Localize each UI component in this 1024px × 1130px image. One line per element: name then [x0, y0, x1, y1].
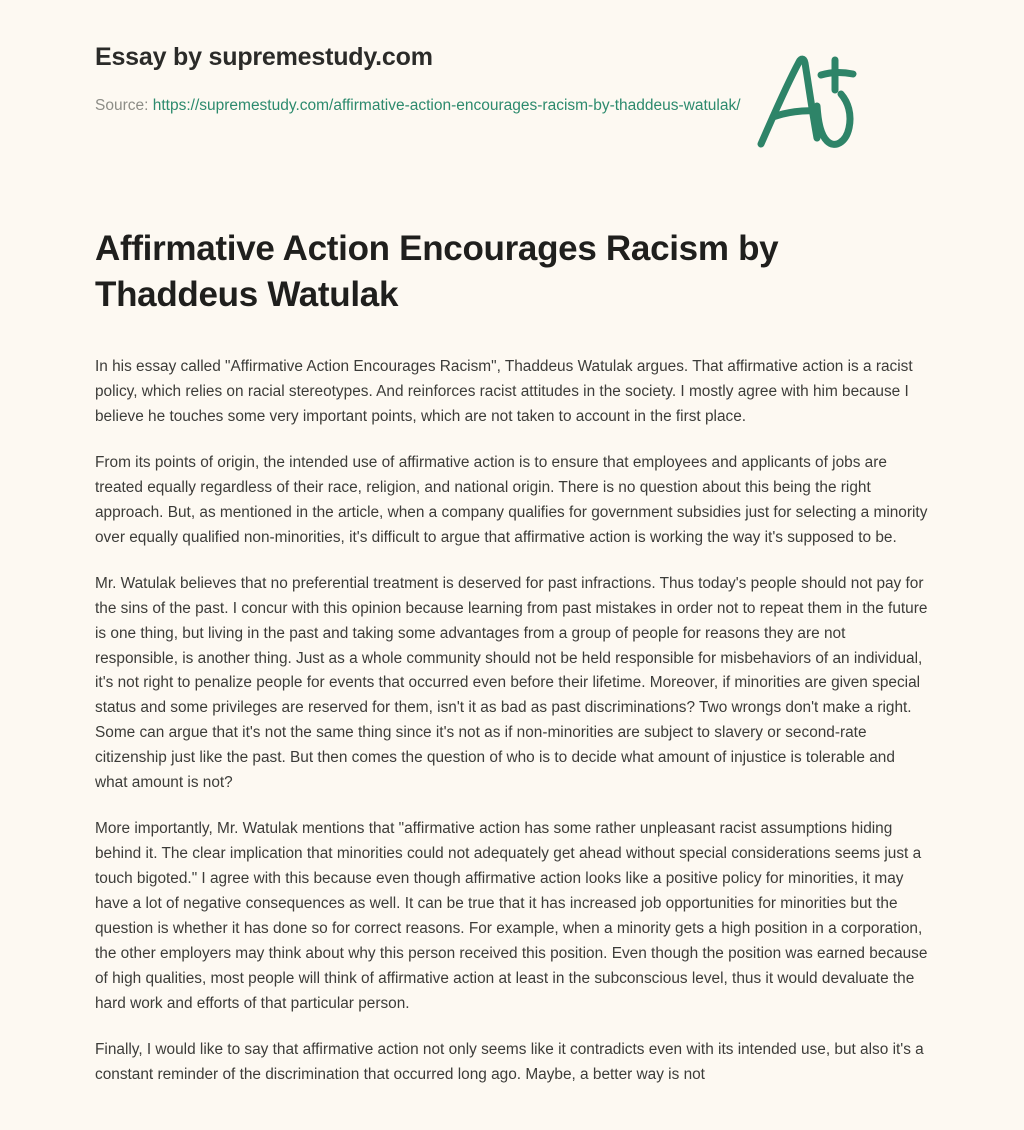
- brand-title: Essay by supremestudy.com: [95, 43, 433, 71]
- source-line: [95, 94, 755, 118]
- source-label: Source:: [95, 97, 149, 114]
- a-plus-logo-icon: [747, 46, 867, 156]
- paragraph: More importantly, Mr. Watulak mentions that "affirmative action has some rather unpleasant racist assumptions hiding behind it. The clear implication that minorities could not adequately get ahead without special considerations seems just a touch bigoted." I agree with this because even though affirmative action looks like a positive policy for minorities, it may have a lot of negative consequences as well. It can be true that it has increased job opportunities for minorities but the question is whether it has done so for correct reasons. For example, when a minority gets a high position in a corporation, the other employers may think about why this person received this position. Even though the position was earned because of high qualities, most people will think of affirmative action at least in the subconscious level, thus it would devaluate the hard work and efforts of that particular person.: [95, 820, 928, 1012]
- document-header: [95, 0, 929, 148]
- paragraph: From its points of origin, the intended use of affirmative action is to ensure that employees and applicants of jobs are treated equally regardless of their race, religion, and national origin. There is no question about this being the right approach. But, as mentioned in the article, when a company qualifies for government subsidies just for selecting a minority over equally qualified non-minorities, it's difficult to argue that affirmative action is working the way it's supposed to be.: [95, 453, 928, 546]
- paragraph: In his essay called "Affirmative Action Encourages Racism", Thaddeus Watulak argues. That affirmative action is a racist policy, which relies on racial stereotypes. And reinforces racist attitudes in the society. I mostly agree with him because I believe he touches some very important points, which are not taken to account in the first place.: [95, 358, 913, 425]
- paragraph: Finally, I would like to say that affirmative action not only seems like it contradicts even with its intended use, but also it's a constant reminder of the discrimination that occurred long ago. Maybe, a better way is not: [95, 1040, 924, 1083]
- paragraph: Mr. Watulak believes that no preferential treatment is deserved for past infractions. Thus today's people should not pay for the sins of the past. I concur with this opinion because learning from past mistakes in order not to repeat them in the future is one thing, but living in the past and taking some advantages from a group of people for reasons they are not responsible, is another thing. Just as a whole community should not be held responsible for misbehaviors of an individual, it's not right to penalize people for events that occurred even before their lifetime. Moreover, if minorities are given special status and some privileges are reserved for them, isn't it as bad as past discriminations? Two wrongs don't make a right. Some can argue that it's not the same thing since it's not as if non-minorities are subject to slavery or second-rate citizenship just like the past. But then comes the question of who is to decide what amount of injustice is tolerable and what amount is not?: [95, 574, 928, 792]
- source-url-link[interactable]: https://supremestudy.com/affirmative-action-encourages-racism-by-thaddeus-watulak/: [152, 97, 741, 114]
- page-title: Affirmative Action Encourages Racism by Thaddeus Watulak: [95, 229, 779, 314]
- essay-body: [95, 355, 929, 1088]
